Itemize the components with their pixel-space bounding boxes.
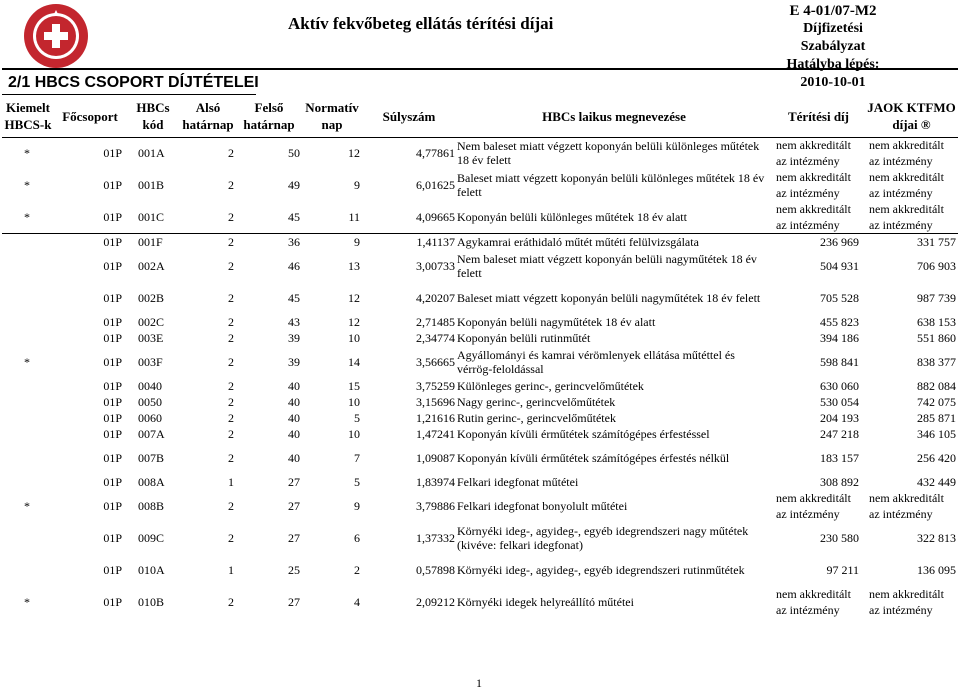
teritesi-dij-cell: nem akkreditált az intézmény xyxy=(776,587,851,617)
also-hatarnap-cell: 1 xyxy=(228,563,234,577)
hbcs-kod-cell: 0060 xyxy=(138,411,162,425)
jaok-dij-cell: 838 377 xyxy=(917,355,956,369)
also-hatarnap-cell: 2 xyxy=(228,146,234,160)
normativ-nap-cell: 13 xyxy=(348,259,360,273)
kiemelt-marker xyxy=(2,410,54,426)
focsoport-cell: 01P xyxy=(103,595,122,609)
sulyszam-cell: 1,83974 xyxy=(416,475,455,489)
felso-hatarnap-cell: 45 xyxy=(288,291,300,305)
megnevezes-cell: Nem baleset miatt végzett koponyán belüli nagyműtétek 18 év felett xyxy=(457,252,757,280)
megnevezes-cell: Rutin gerinc-, gerincvelőműtétek xyxy=(457,411,616,425)
normativ-nap-cell: 9 xyxy=(354,235,360,249)
sulyszam-cell: 1,47241 xyxy=(416,427,455,441)
jaok-dij-cell: 551 860 xyxy=(917,331,956,345)
sulyszam-cell: 4,77861 xyxy=(416,146,455,160)
teritesi-dij-cell: nem akkreditált az intézmény xyxy=(776,138,851,168)
teritesi-dij-cell: 455 823 xyxy=(820,315,859,329)
sulyszam-cell: 2,09212 xyxy=(416,595,455,609)
table-row xyxy=(2,442,958,474)
table-row xyxy=(2,137,958,169)
jaok-dij-cell: nem akkreditált az intézmény xyxy=(869,138,944,168)
hbcs-kod-cell: 003F xyxy=(138,355,163,369)
sulyszam-cell: 3,15696 xyxy=(416,395,455,409)
col-also-hatarnap: Alsó határnap xyxy=(182,100,234,132)
hbcs-kod-cell: 007A xyxy=(138,427,165,441)
felso-hatarnap-cell: 40 xyxy=(288,427,300,441)
page-title: Aktív fekvőbeteg ellátás térítési díjai xyxy=(288,14,554,33)
sulyszam-cell: 3,79886 xyxy=(416,499,455,513)
hbcs-kod-cell: 002C xyxy=(138,315,165,329)
also-hatarnap-cell: 2 xyxy=(228,451,234,465)
normativ-nap-cell: 11 xyxy=(302,201,362,234)
focsoport-cell: 01P xyxy=(103,563,122,577)
kiemelt-marker xyxy=(2,378,54,394)
col-felso-hatarnap: Felső határnap xyxy=(243,100,295,132)
normativ-nap-cell: 9 xyxy=(354,178,360,192)
also-hatarnap-cell: 2 xyxy=(228,427,234,441)
focsoport-cell: 01P xyxy=(103,355,122,369)
normativ-nap-cell: 7 xyxy=(354,451,360,465)
teritesi-dij-cell: 247 218 xyxy=(820,427,859,441)
sulyszam-cell: 4,20207 xyxy=(416,291,455,305)
felso-hatarnap-cell: 40 xyxy=(288,395,300,409)
normativ-nap-cell: 10 xyxy=(348,395,360,409)
also-hatarnap-cell: 2 xyxy=(228,235,234,249)
felso-hatarnap-cell: 39 xyxy=(288,331,300,345)
also-hatarnap-cell: 2 xyxy=(228,379,234,393)
focsoport-cell: 01P xyxy=(103,259,122,273)
megnevezes-cell: Baleset miatt végzett koponyán belüli nagyműtétek 18 év felett xyxy=(457,291,761,305)
hbcs-kod-cell: 003E xyxy=(138,331,164,345)
teritesi-dij-cell: 230 580 xyxy=(820,531,859,545)
kiemelt-marker xyxy=(2,250,54,282)
sulyszam-cell: 1,41137 xyxy=(416,235,455,249)
kiemelt-marker: * xyxy=(24,499,30,513)
hbcs-kod-cell: 0040 xyxy=(138,379,162,393)
kiemelt-marker: * xyxy=(24,178,30,192)
felso-hatarnap-cell: 46 xyxy=(288,259,300,273)
focsoport-cell: 01P xyxy=(103,291,122,305)
table-row xyxy=(2,250,958,282)
jaok-dij-cell: 742 075 xyxy=(917,395,956,409)
also-hatarnap-cell: 2 xyxy=(228,178,234,192)
megnevezes-cell: Koponyán belüli nagyműtétek 18 év alatt xyxy=(457,315,656,329)
col-normativ-nap: Normatív nap xyxy=(305,100,359,132)
felso-hatarnap-cell: 49 xyxy=(288,178,300,192)
table-row xyxy=(2,474,958,490)
sulyszam-cell: 6,01625 xyxy=(416,178,455,192)
jaok-dij-cell: nem akkreditált az intézmény xyxy=(869,170,944,200)
megnevezes-cell: Agykamrai eráthidaló műtét műtéti felülvizsgálata xyxy=(457,235,699,249)
sulyszam-cell: 3,00733 xyxy=(416,259,455,273)
normativ-nap-cell: 5 xyxy=(354,475,360,489)
header-divider xyxy=(2,68,958,70)
felso-hatarnap-cell: 40 xyxy=(288,451,300,465)
megnevezes-cell: Környéki ideg-, agyideg-, egyéb idegrendszeri nagy műtétek (kivéve: felkari idegfonat) xyxy=(457,524,749,552)
fee-table xyxy=(2,95,958,618)
megnevezes-cell: Koponyán belüli különleges műtétek 18 év alatt xyxy=(456,201,772,234)
table-row xyxy=(2,410,958,426)
megnevezes-cell: Agyállományi és kamrai vérömlenyek ellátása műtéttel és vérrög-feloldással xyxy=(457,348,735,376)
table-row xyxy=(2,490,958,522)
focsoport-cell: 01P xyxy=(103,531,122,545)
normativ-nap-cell: 10 xyxy=(348,331,360,345)
megnevezes-cell: Nem baleset miatt végzett koponyán belüli különleges műtétek 18 év felett xyxy=(457,139,760,167)
focsoport-cell: 01P xyxy=(103,451,122,465)
felso-hatarnap-cell: 25 xyxy=(288,563,300,577)
also-hatarnap-cell: 2 xyxy=(228,331,234,345)
megnevezes-cell: Nagy gerinc-, gerincvelőműtétek xyxy=(457,395,616,409)
teritesi-dij-cell: 183 157 xyxy=(820,451,859,465)
hbcs-kod-cell: 008A xyxy=(138,475,165,489)
kiemelt-marker xyxy=(2,234,54,251)
jaok-dij-cell: 987 739 xyxy=(917,291,956,305)
normativ-nap-cell: 2 xyxy=(354,563,360,577)
kiemelt-marker: * xyxy=(2,201,54,234)
normativ-nap-cell: 12 xyxy=(348,146,360,160)
focsoport-cell: 01P xyxy=(103,411,122,425)
jaok-dij-cell: 256 420 xyxy=(917,451,956,465)
felso-hatarnap-cell: 40 xyxy=(288,411,300,425)
col-teritesi-dij: Térítési díj xyxy=(787,108,849,124)
jaok-dij-cell: 331 757 xyxy=(917,235,956,249)
table-row xyxy=(2,234,958,251)
table-row xyxy=(2,394,958,410)
normativ-nap-cell: 6 xyxy=(354,531,360,545)
kiemelt-marker: * xyxy=(24,146,30,160)
document-code: E 4-01/07-M2 xyxy=(789,3,877,19)
sulyszam-cell: 2,71485 xyxy=(416,315,455,329)
table-row xyxy=(2,522,958,554)
hbcs-kod-cell: 009C xyxy=(138,531,165,545)
jaok-dij-cell: nem akkreditált az intézmény xyxy=(865,201,958,234)
hbcs-kod-cell: 010A xyxy=(138,563,165,577)
normativ-nap-cell: 14 xyxy=(348,355,360,369)
jaok-dij-cell: 432 449 xyxy=(917,475,956,489)
megnevezes-cell: Környéki idegek helyreállító műtétei xyxy=(457,595,634,609)
focsoport-cell: 01P xyxy=(103,315,122,329)
focsoport-cell: 01P xyxy=(103,395,122,409)
felso-hatarnap-cell: 27 xyxy=(288,595,300,609)
megnevezes-cell: Környéki ideg-, agyideg-, egyéb idegrendszeri rutinműtétek xyxy=(457,563,745,577)
teritesi-dij-cell: nem akkreditált az intézmény xyxy=(776,170,851,200)
hbcs-kod-cell: 008B xyxy=(138,499,165,513)
normativ-nap-cell: 12 xyxy=(348,291,360,305)
normativ-nap-cell: 9 xyxy=(354,499,360,513)
teritesi-dij-cell: nem akkreditált az intézmény xyxy=(776,491,851,521)
also-hatarnap-cell: 1 xyxy=(228,475,234,489)
felso-hatarnap-cell: 40 xyxy=(288,379,300,393)
col-jaok: JAOK KTFMO díjai ® xyxy=(867,100,956,132)
col-kiemelt: Kiemelt HBCS-k xyxy=(4,100,52,132)
felso-hatarnap-cell: 45 xyxy=(236,201,302,234)
teritesi-dij-cell: 504 931 xyxy=(820,259,859,273)
jaok-dij-cell: nem akkreditált az intézmény xyxy=(869,491,944,521)
effective-date: 2010-10-01 xyxy=(800,75,866,90)
also-hatarnap-cell: 2 xyxy=(228,595,234,609)
megnevezes-cell: Koponyán kívüli érműtétek számítógépes érfestéssel xyxy=(457,427,710,441)
also-hatarnap-cell: 2 xyxy=(228,395,234,409)
sulyszam-cell: 0,57898 xyxy=(416,563,455,577)
also-hatarnap-cell: 2 xyxy=(228,315,234,329)
teritesi-dij-cell: nem akkreditált az intézmény xyxy=(772,201,865,234)
focsoport-cell: 01P xyxy=(103,146,122,160)
jaok-dij-cell: 346 105 xyxy=(917,427,956,441)
table-row xyxy=(2,378,958,394)
megnevezes-cell: Koponyán kívüli érműtétek számítógépes érfestés nélkül xyxy=(457,451,730,465)
col-focsoport: Főcsoport xyxy=(62,108,118,124)
kiemelt-marker xyxy=(2,314,54,330)
also-hatarnap-cell: 2 xyxy=(228,499,234,513)
kiemelt-marker xyxy=(2,330,54,346)
teritesi-dij-cell: 236 969 xyxy=(820,235,859,249)
megnevezes-cell: Baleset miatt végzett koponyán belüli különleges műtétek 18 év felett xyxy=(457,171,765,199)
felso-hatarnap-cell: 27 xyxy=(288,531,300,545)
table-row xyxy=(2,346,958,378)
hbcs-kod-cell: 010B xyxy=(138,595,165,609)
sulyszam-cell: 1,21616 xyxy=(416,411,455,425)
sulyszam-cell: 1,37332 xyxy=(416,531,455,545)
kiemelt-marker xyxy=(2,426,54,442)
hbcs-kod-cell: 001A xyxy=(138,146,165,160)
also-hatarnap-cell: 2 xyxy=(228,259,234,273)
jaok-dij-cell: 638 153 xyxy=(917,315,956,329)
table-row xyxy=(2,426,958,442)
jaok-dij-cell: 882 084 xyxy=(917,379,956,393)
also-hatarnap-cell: 2 xyxy=(228,355,234,369)
also-hatarnap-cell: 2 xyxy=(228,411,234,425)
effective-label: Hatályba lépés: xyxy=(786,57,880,72)
teritesi-dij-cell: 394 186 xyxy=(820,331,859,345)
teritesi-dij-cell: 530 054 xyxy=(820,395,859,409)
table-row xyxy=(2,314,958,330)
also-hatarnap-cell: 2 xyxy=(228,291,234,305)
hbcs-kod-cell: 0050 xyxy=(138,395,162,409)
document-name: Díjfizetési Szabályzat xyxy=(800,21,866,54)
jaok-dij-cell: 136 095 xyxy=(917,563,956,577)
hbcs-kod-cell: 002A xyxy=(138,259,165,273)
col-megnevezes: HBCs laikus megnevezése xyxy=(542,108,686,124)
sulyszam-cell: 3,75259 xyxy=(416,379,455,393)
kiemelt-marker xyxy=(2,474,54,490)
kiemelt-marker xyxy=(2,442,54,474)
table-row xyxy=(2,586,958,618)
focsoport-cell: 01P xyxy=(103,178,122,192)
teritesi-dij-cell: 97 211 xyxy=(826,563,859,577)
kiemelt-marker xyxy=(2,522,54,554)
hbcs-kod-cell: 001F xyxy=(138,235,163,249)
felso-hatarnap-cell: 50 xyxy=(288,146,300,160)
focsoport-cell: 01P xyxy=(103,475,122,489)
teritesi-dij-cell: 630 060 xyxy=(820,379,859,393)
col-hbcs-kod: HBCs kód xyxy=(136,100,170,132)
sulyszam-cell: 2,34774 xyxy=(416,331,455,345)
normativ-nap-cell: 15 xyxy=(348,379,360,393)
focsoport-cell: 01P xyxy=(54,201,126,234)
felso-hatarnap-cell: 36 xyxy=(288,235,300,249)
megnevezes-cell: Felkari idegfonat bonyolult műtétei xyxy=(457,499,628,513)
kiemelt-marker: * xyxy=(24,595,30,609)
teritesi-dij-cell: 308 892 xyxy=(820,475,859,489)
jaok-dij-cell: 706 903 xyxy=(917,259,956,273)
focsoport-cell: 01P xyxy=(103,499,122,513)
megnevezes-cell: Felkari idegfonat műtétei xyxy=(457,475,579,489)
hbcs-kod-cell: 001B xyxy=(138,178,165,192)
kiemelt-marker xyxy=(2,394,54,410)
also-hatarnap-cell: 2 xyxy=(180,201,236,234)
jaok-dij-cell: 285 871 xyxy=(917,411,956,425)
kiemelt-marker xyxy=(2,282,54,314)
normativ-nap-cell: 10 xyxy=(348,427,360,441)
normativ-nap-cell: 5 xyxy=(354,411,360,425)
megnevezes-cell: Koponyán belüli rutinműtét xyxy=(457,331,591,345)
felso-hatarnap-cell: 27 xyxy=(288,475,300,489)
teritesi-dij-cell: 705 528 xyxy=(820,291,859,305)
jaok-dij-cell: nem akkreditált az intézmény xyxy=(869,587,944,617)
group-title: 2/1 HBCS CSOPORT DÍJTÉTELEI xyxy=(8,74,259,91)
felso-hatarnap-cell: 39 xyxy=(288,355,300,369)
sulyszam-cell: 4,09665 xyxy=(362,201,456,234)
focsoport-cell: 01P xyxy=(103,379,122,393)
hbcs-kod-cell: 007B xyxy=(138,451,165,465)
focsoport-cell: 01P xyxy=(103,427,122,441)
megnevezes-cell: Különleges gerinc-, gerincvelőműtétek xyxy=(457,379,644,393)
teritesi-dij-cell: 598 841 xyxy=(820,355,859,369)
sulyszam-cell: 3,56665 xyxy=(416,355,455,369)
felso-hatarnap-cell: 27 xyxy=(288,499,300,513)
jaok-dij-cell: 322 813 xyxy=(917,531,956,545)
hbcs-kod-cell: 002B xyxy=(138,291,165,305)
normativ-nap-cell: 4 xyxy=(354,595,360,609)
table-row xyxy=(2,554,958,586)
document-info xyxy=(785,2,881,92)
table-row xyxy=(2,330,958,346)
focsoport-cell: 01P xyxy=(103,331,122,345)
table-row xyxy=(2,201,958,234)
table-row xyxy=(2,282,958,314)
col-sulyszam: Súlyszám xyxy=(382,108,436,124)
table-row xyxy=(2,169,958,201)
sulyszam-cell: 1,09087 xyxy=(416,451,455,465)
page-number: 1 xyxy=(476,676,482,690)
also-hatarnap-cell: 2 xyxy=(228,531,234,545)
kiemelt-marker xyxy=(2,554,54,586)
felso-hatarnap-cell: 43 xyxy=(288,315,300,329)
normativ-nap-cell: 12 xyxy=(348,315,360,329)
kiemelt-marker: * xyxy=(24,355,30,369)
teritesi-dij-cell: 204 193 xyxy=(820,411,859,425)
holding-logo xyxy=(6,2,106,70)
focsoport-cell: 01P xyxy=(103,235,122,249)
hbcs-kod-cell: 001C xyxy=(126,201,180,234)
